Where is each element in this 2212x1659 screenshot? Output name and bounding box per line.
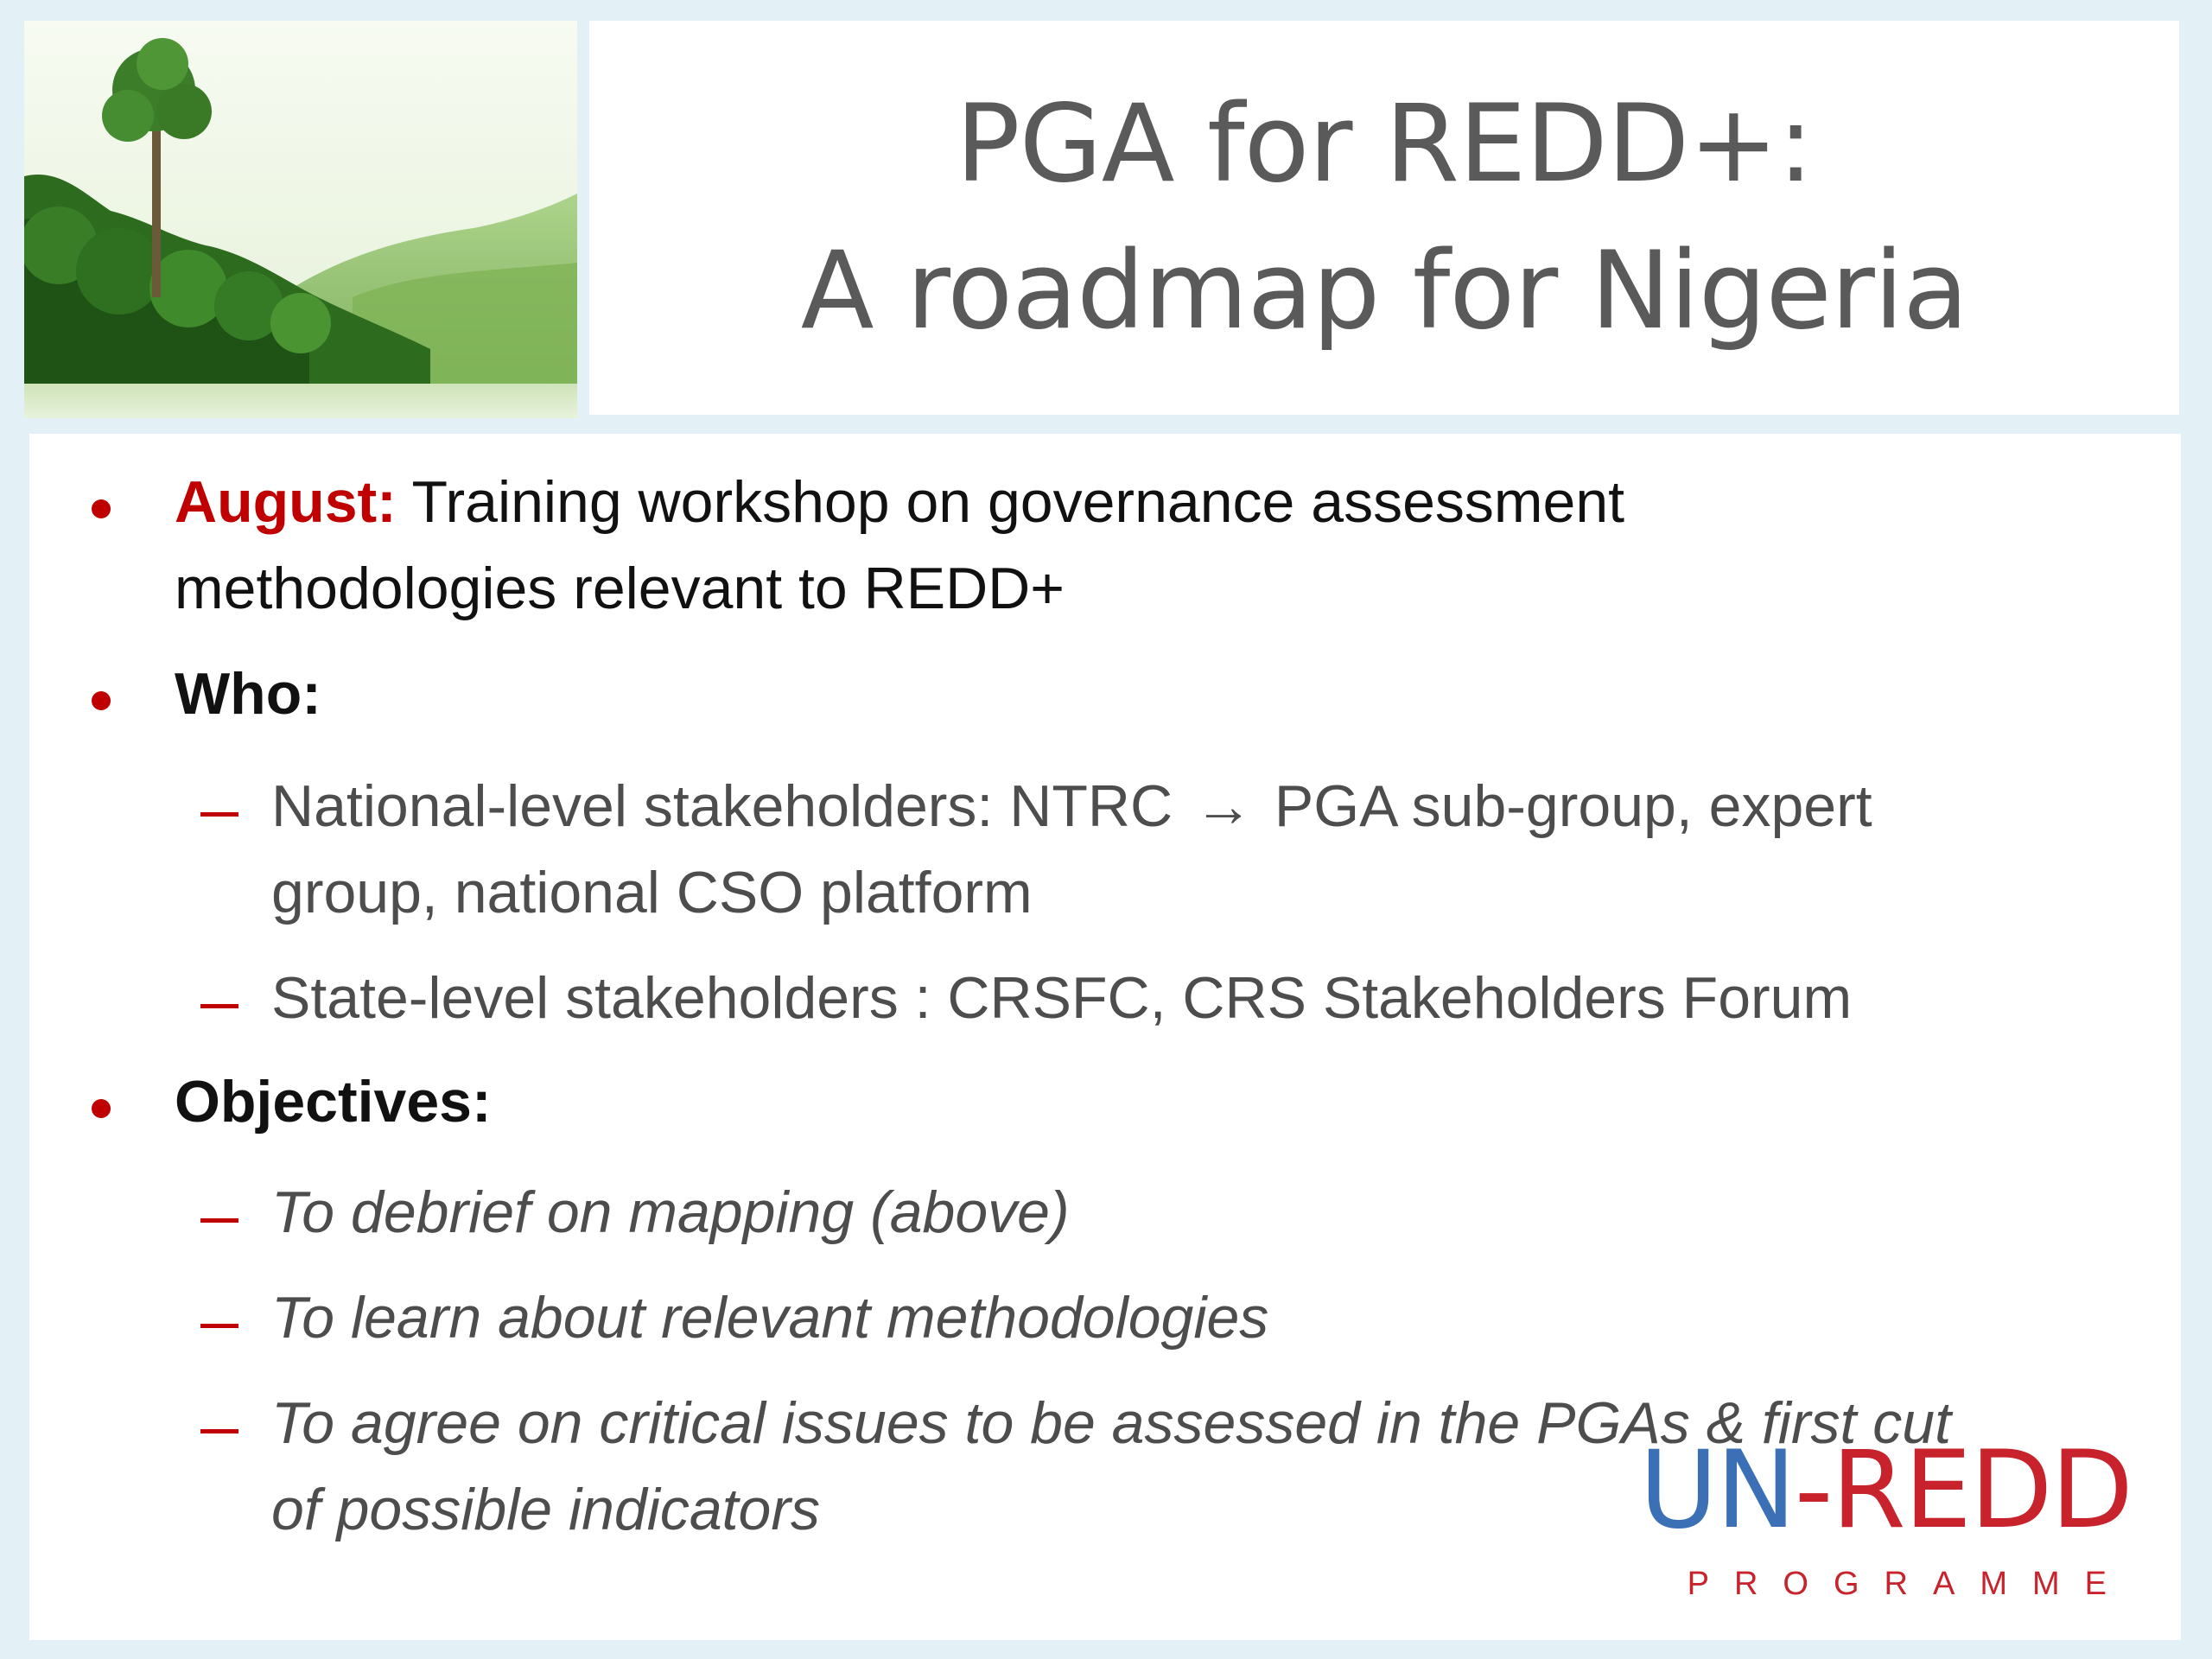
sub-bullet-debrief: To debrief on mapping (above) <box>271 1179 1070 1245</box>
dash-marker <box>200 1324 238 1328</box>
sub-bullet-national <box>271 772 1872 840</box>
bullet-dot <box>92 691 111 710</box>
sub-bullet-agree-line2: of possible indicators <box>271 1477 821 1542</box>
dash-marker <box>200 1218 238 1223</box>
sub-bullet-text: National-level stakeholders: NTRC <box>271 773 1173 839</box>
dash-marker <box>200 1429 238 1433</box>
slide-title-line-1: PGA for REDD+: <box>955 82 1814 207</box>
bullet-highlight: August: <box>175 469 397 535</box>
logo-wordmark <box>1639 1428 2132 1553</box>
logo-dash: - <box>1794 1428 1832 1553</box>
sub-bullet-text: PGA sub-group, expert <box>1274 773 1872 839</box>
sub-bullet-state: State-level stakeholders : CRSFC, CRS Stakeholders Forum <box>271 965 1853 1031</box>
un-redd-logo <box>1639 1428 2156 1616</box>
logo-redd: REDD <box>1831 1428 2132 1553</box>
bullet-dot <box>92 1099 111 1118</box>
sub-bullet-national-line2: group, national CSO platform <box>271 860 1033 925</box>
logo-programme: PROGRAMME <box>1687 1566 2132 1602</box>
bullet-august-line2: methodologies relevant to REDD+ <box>175 556 1065 621</box>
dash-marker <box>200 1004 238 1008</box>
sub-bullet-learn: To learn about relevant methodologies <box>271 1285 1269 1351</box>
dash-marker <box>200 812 238 817</box>
bullet-objectives: Objectives: <box>175 1069 492 1135</box>
logo-un: UN <box>1639 1428 1795 1553</box>
forest-photo <box>24 21 577 418</box>
sub-bullet-agree: To agree on critical issues to be assessed in the PGAs & first cut <box>271 1390 1951 1456</box>
bullet-august <box>175 468 1624 536</box>
arrow-right-icon: → <box>1193 773 1253 839</box>
title-box <box>589 21 2179 415</box>
bullet-dot <box>92 499 111 518</box>
slide-title-line-2: A roadmap for Nigeria <box>800 229 1968 353</box>
bullet-text: Training workshop on governance assessment <box>396 469 1625 535</box>
bullet-who: Who: <box>175 661 321 727</box>
